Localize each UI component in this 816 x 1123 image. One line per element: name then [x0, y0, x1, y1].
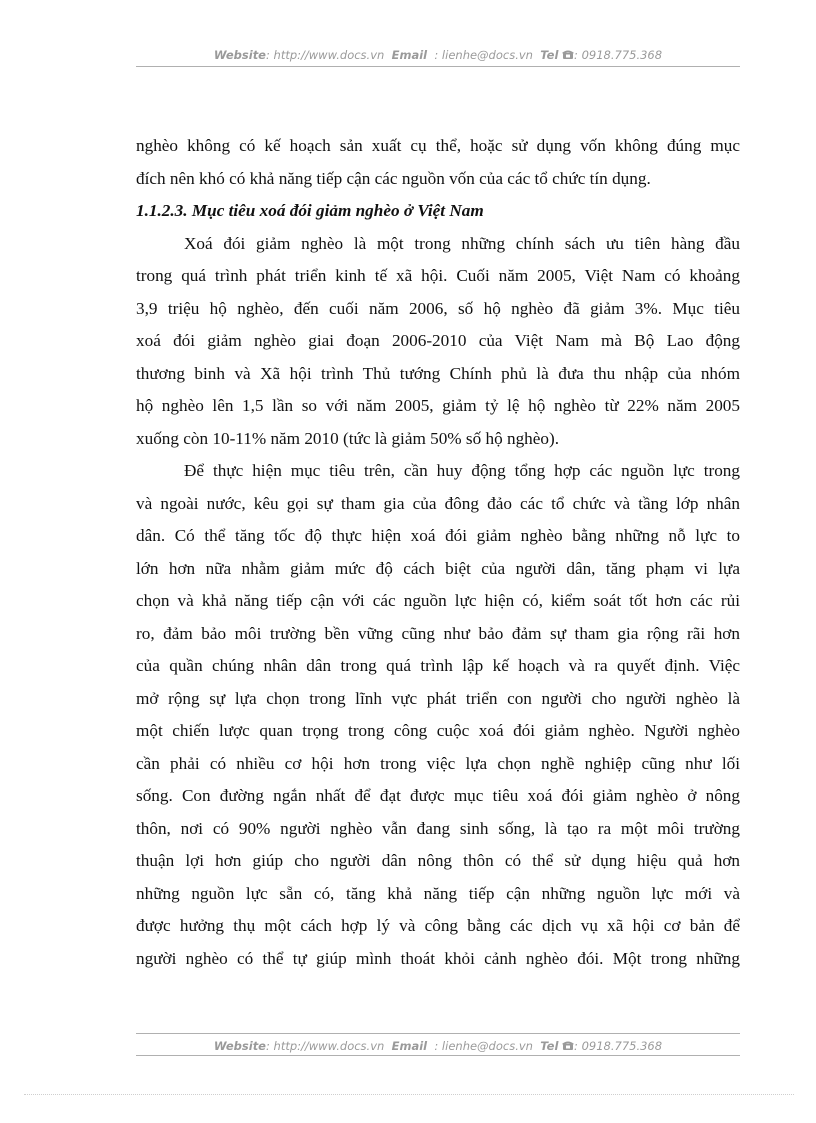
text-line: được hưởng thụ một cách hợp lý và công bằng các dịch vụ xã hội cơ bản để [136, 916, 740, 935]
continued-paragraph [136, 130, 740, 195]
text-line: xoá đói giảm nghèo giai đoạn 2006-2010 của Việt Nam mà Bộ Lao động [136, 331, 740, 350]
text-line: dân. Có thể tăng tốc độ thực hiện xoá đói giảm nghèo bằng những nỗ lực to [136, 526, 740, 545]
text-line: một chiến lược quan trọng trong công cuộc xoá đói giảm nghèo. Người nghèo [136, 721, 740, 740]
text-line: hộ nghèo lên 1,5 lần so với năm 2005, giảm tỷ lệ hộ nghèo từ 22% năm 2005 [136, 396, 740, 415]
page-header [136, 48, 740, 62]
footer-email-label: Email [391, 1039, 428, 1053]
text-line: cần phải có nhiều cơ hội hơn trong việc lựa chọn nghề nghiệp cũng như lối [136, 753, 740, 773]
header-email-link[interactable]: : lienhe@docs.vn [434, 48, 533, 62]
footer-website-label: Website [213, 1039, 266, 1053]
text-line: của quần chúng nhân dân trong quá trình lập kế hoạch và ra quyết định. Việc [136, 656, 740, 675]
text-line: sống. Con đường ngắn nhất để đạt được mục tiêu xoá đói giảm nghèo ở nông [136, 786, 740, 805]
footer-tel-value: : 0918.775.368 [574, 1039, 663, 1053]
text-line: xuống còn 10-11% năm 2010 (tức là giảm 50% số hộ nghèo). [136, 428, 560, 448]
text-line: thuận lợi hơn giúp cho người dân nông thôn có thể sử dụng hiệu quả hơn [136, 851, 740, 870]
text-line: trong quá trình phát triển kinh tế xã hội. Cuối năm 2005, Việt Nam có khoảng [136, 266, 740, 285]
header-tel-label: Tel [540, 48, 559, 62]
page-edge-dotted [24, 1094, 794, 1095]
footer-rule-bottom [136, 1055, 740, 1056]
text-line: chọn và khả năng tiếp cận với các nguồn lực hiện có, kiểm soát tốt hơn các rủi [136, 591, 740, 610]
document-body [136, 130, 740, 975]
text-line: và ngoài nước, kêu gọi sự tham gia của đông đảo các tổ chức và tầng lớp nhân [136, 493, 740, 513]
section-heading: 1.1.2.3. Mục tiêu xoá đói giảm nghèo ở Việt Nam [136, 201, 484, 220]
text-line: người nghèo có thể tự giúp mình thoát khỏi cảnh nghèo đói. Một trong những [136, 948, 740, 968]
text-line: Xoá đói giảm nghèo là một trong những chính sách ưu tiên hàng đầu [184, 233, 740, 253]
footer-tel-label: Tel [540, 1039, 559, 1053]
text-line: ro, đảm bảo môi trường bền vững cũng như bảo đảm sự tham gia rộng rãi hơn [136, 623, 740, 643]
text-line: nghèo không có kế hoạch sản xuất cụ thể, hoặc sử dụng vốn không đúng mục [136, 136, 740, 155]
text-line: thôn, nơi có 90% người nghèo vẫn đang sinh sống, là tạo ra một môi trường [136, 818, 740, 838]
text-line: thương binh và Xã hội trình Thủ tướng Chính phủ là đưa thu nhập của nhóm [136, 363, 740, 383]
header-rule [136, 66, 740, 67]
text-line: lớn hơn nữa nhằm giảm mức độ cách biệt của người dân, tăng phạm vi lựa [136, 558, 740, 578]
text-line: những nguồn lực sẵn có, tăng khả năng tiếp cận những nguồn lực mới và [136, 883, 740, 903]
text-line: 3,9 triệu hộ nghèo, đến cuối năm 2006, số hộ nghèo đã giảm 3%. Mục tiêu [136, 298, 740, 318]
header-tel-value: : 0918.775.368 [574, 48, 663, 62]
header-website-label: Website [213, 48, 266, 62]
header-website-link[interactable]: : http://www.docs.vn [266, 48, 385, 62]
text-line: mở rộng sự lựa chọn trong lĩnh vực phát triển con người cho người nghèo là [136, 688, 740, 708]
paragraph-1 [136, 228, 740, 456]
footer-rule-top [136, 1033, 740, 1034]
phone-icon [562, 48, 574, 62]
text-line: đích nên khó có khả năng tiếp cận các nguồn vốn của các tổ chức tín dụng. [136, 168, 651, 188]
header-email-label: Email [391, 48, 428, 62]
phone-icon [562, 1039, 574, 1053]
text-line: Để thực hiện mục tiêu trên, cần huy động tổng hợp các nguồn lực trong [184, 461, 740, 480]
paragraph-2 [136, 455, 740, 975]
page-footer [136, 1039, 740, 1053]
footer-email-link[interactable]: : lienhe@docs.vn [434, 1039, 533, 1053]
footer-website-link[interactable]: : http://www.docs.vn [266, 1039, 385, 1053]
